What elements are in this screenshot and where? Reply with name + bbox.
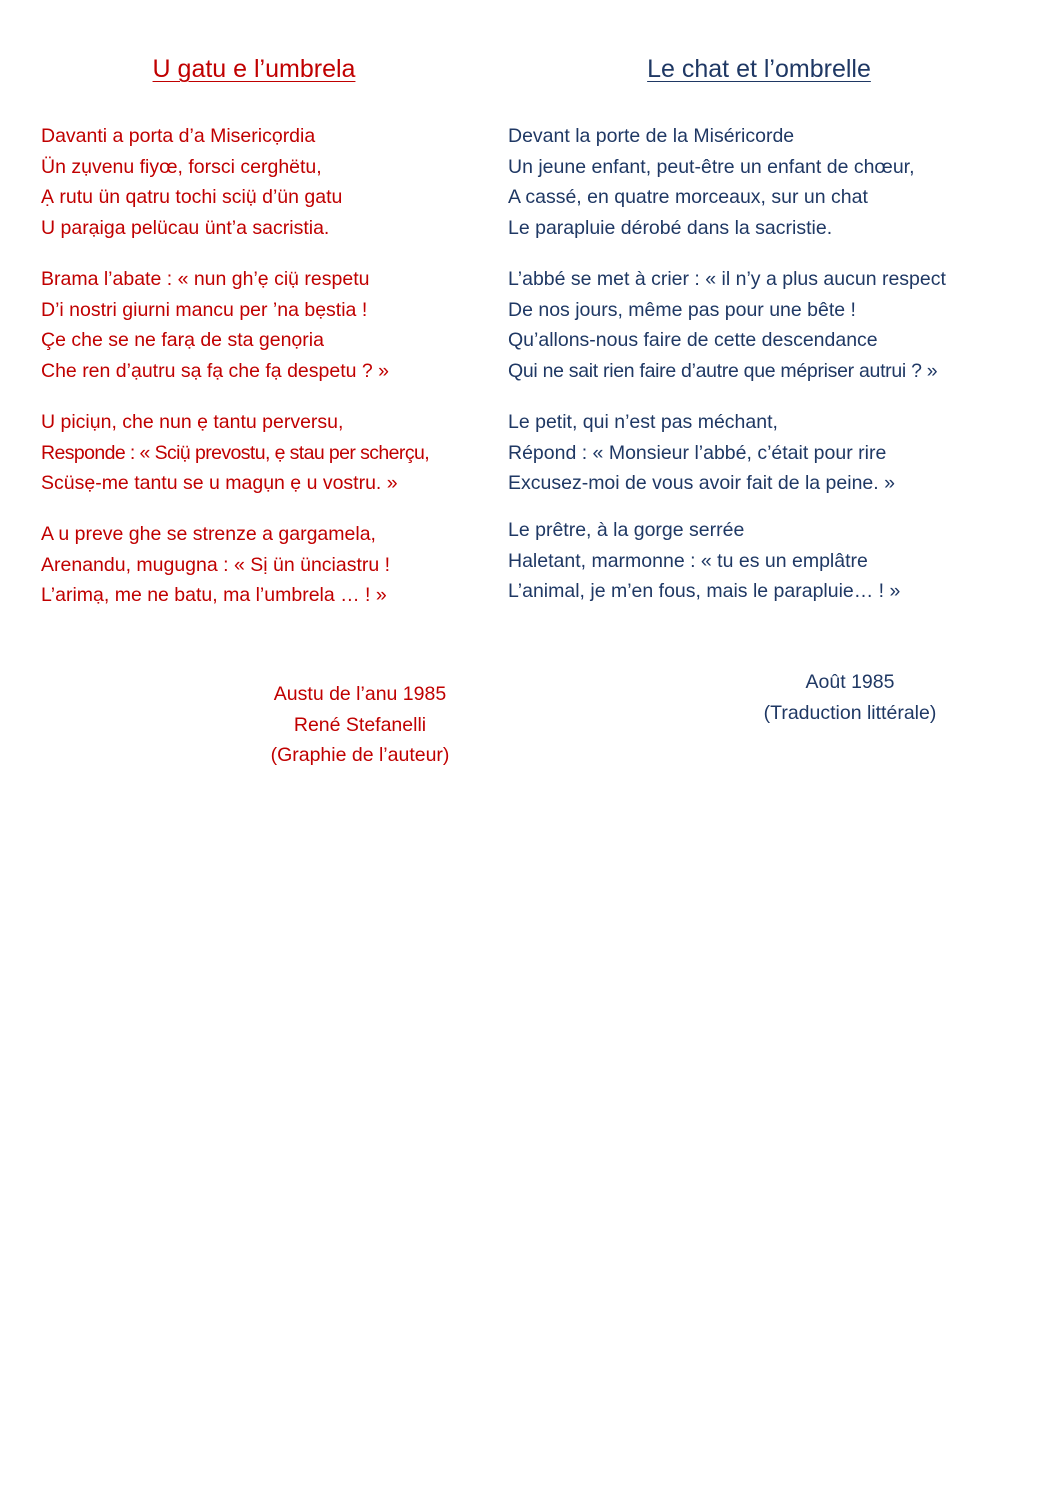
ligurian-stanza-4 [41, 519, 390, 611]
poem-line: U parạiga pelücau ünt’a sacristia. [41, 216, 330, 239]
poem-line: Scüsẹ-me tantu se u magụn ẹ u vostru. » [41, 472, 398, 494]
signature-note: (Graphie de l’auteur) [270, 744, 450, 766]
ligurian-poem-title: U gatu e l’umbrela [152, 55, 356, 83]
poem-line: Qu’allons-nous faire de cette descendance [508, 329, 878, 351]
poem-line: L’abbé se met à crier : « il n’y a plus aucun respect [508, 268, 946, 290]
ligurian-stanza-1 [41, 121, 342, 243]
signature-date: Août 1985 [805, 671, 895, 693]
french-stanza-4 [508, 515, 900, 607]
poem-line: Çe che se ne farạ de sta genọria [41, 329, 324, 351]
poem-line: Excusez-moi de vous avoir fait de la peine. » [508, 472, 895, 494]
poem-line: Devant la porte de la Miséricorde [508, 125, 795, 147]
french-signature [700, 667, 1000, 728]
french-stanza-3 [508, 407, 895, 499]
ligurian-stanza-3 [41, 407, 429, 499]
poem-line: L’arimạ, me ne batu, ma l’umbrela … ! » [41, 584, 387, 606]
poem-line: Répond : « Monsieur l’abbé, c’était pour rire [508, 441, 887, 464]
poem-line: Ün zụvenu fiyœ, forsci cerghëtu, [41, 155, 322, 178]
poem-line: Ạ rutu ün qatru tochi sciụ̈ d’ün gatu [41, 186, 343, 208]
poem-line: Un jeune enfant, peut-être un enfant de chœur, [508, 155, 915, 178]
french-poem-title: Le chat et l’ombrelle [647, 55, 871, 83]
poem-line: A cassé, en quatre morceaux, sur un chat [508, 186, 868, 208]
french-translation-column [508, 0, 1058, 1497]
poem-line: De nos jours, même pas pour une bête ! [508, 298, 856, 321]
ligurian-stanza-2 [41, 264, 389, 386]
poem-line: Le petit, qui n’est pas méchant, [508, 411, 778, 433]
poem-line: Le prêtre, à la gorge serrée [508, 519, 745, 541]
signature-author: René Stefanelli [293, 713, 427, 736]
poem-line: Che ren d’ạutru sạ fạ che fạ despetu ? » [41, 359, 389, 382]
poem-line: Haletant, marmonne : « tu es un emplâtre [508, 549, 868, 572]
ligurian-signature [210, 679, 510, 771]
poem-line: Arenandu, mugugna : « Sị ün ünciastru ! [41, 553, 391, 576]
poem-line: Davanti a porta d’a Misericọrdia [41, 125, 316, 147]
signature-date: Austu de l’anu 1985 [273, 683, 447, 705]
poem-line: U piciụn, che nun ẹ tantu perversu, [41, 411, 344, 433]
poem-line: L’animal, je m’en fous, mais le parapluie… ! » [508, 580, 901, 602]
french-stanza-2 [508, 264, 946, 386]
poem-line: Brama l’abate : « nun gh’ẹ ciụ̈ respetu [41, 268, 370, 290]
french-stanza-1 [508, 121, 915, 243]
poem-line: Qui ne sait rien faire d’autre que mépriser autrui ? » [508, 359, 938, 382]
poem-line: D’i nostri giurni mancu per ’na bẹstia ! [41, 298, 368, 321]
poem-line: Le parapluie dérobé dans la sacristie. [508, 216, 833, 239]
signature-note: (Traduction littérale) [763, 701, 937, 724]
poem-line: Responde : « Sciụ̈ prevostu, ẹ stau per scherçu, [41, 441, 430, 464]
poem-line: A u preve ghe se strenze a gargamela, [41, 523, 376, 545]
